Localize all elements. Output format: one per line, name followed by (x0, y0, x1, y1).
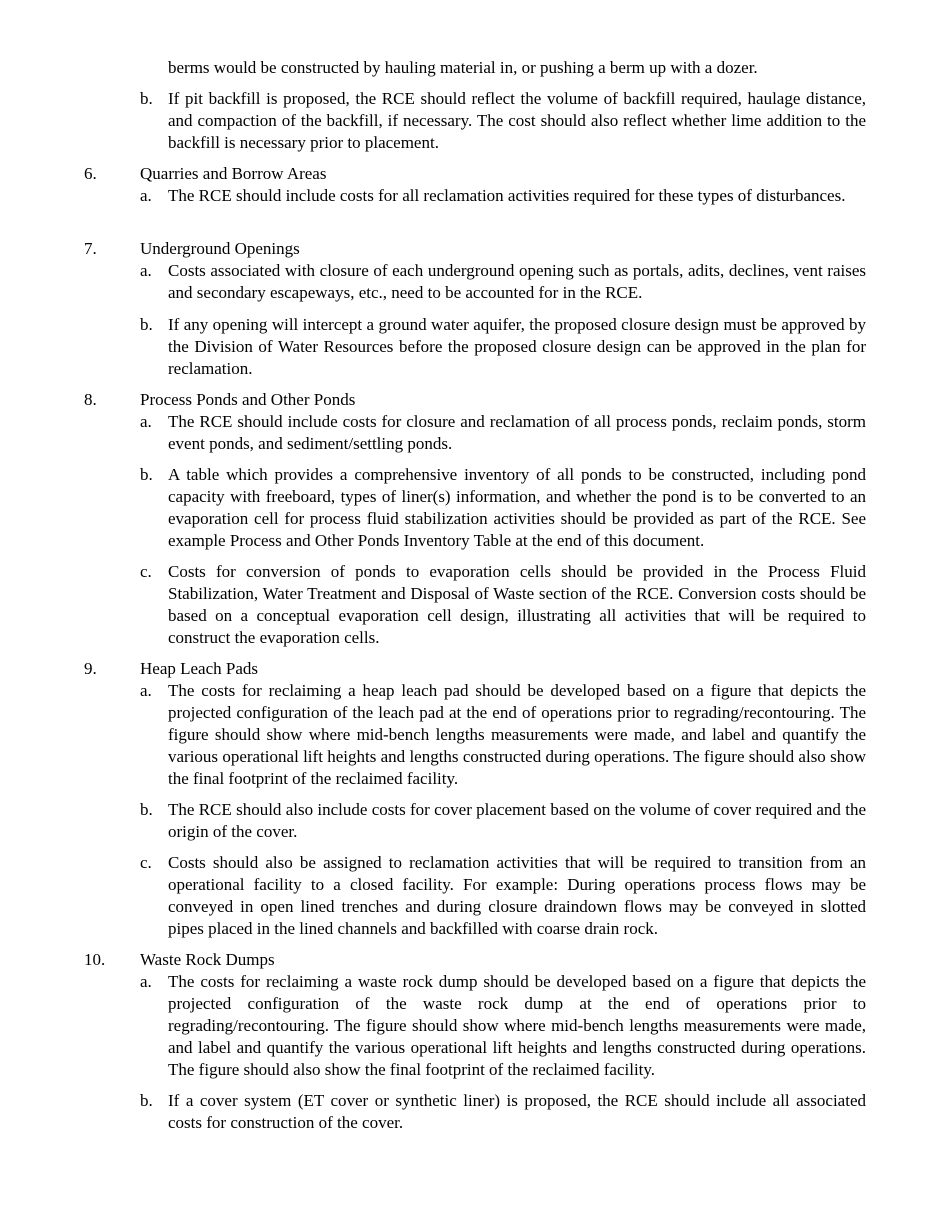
section-number: 7. (84, 239, 97, 258)
item-text: The RCE should include costs for all reclamation activities required for these types of disturbances. (168, 186, 846, 205)
item-text: Costs should also be assigned to reclamation activities that will be required to transition from an operational facility to a closed facility. For example: During operations process flows may be conveyed in open lined trenches and during closure draindown flows may be conveyed in slotted pipes placed in the lined channels and backfilled with coarse drain rock. (168, 853, 866, 938)
item-text: The RCE should include costs for closure and reclamation of all process ponds, reclaim ponds, storm event ponds, and sediment/settling ponds. (168, 412, 866, 453)
item-letter: a. (140, 186, 152, 205)
section-number: 10. (84, 950, 106, 969)
section-title: Heap Leach Pads (140, 659, 259, 678)
item-text: The costs for reclaiming a waste rock dump should be developed based on a figure that depicts the projected configuration of the waste rock dump at the end of operations prior to regrading/recontouring. The figure should show where mid-bench lengths measurements were made, and label and quantify the various operational lift heights and lengths constructed during operations. The figure should also show the final footprint of the reclaimed facility. (168, 972, 866, 1079)
section-title: Quarries and Borrow Areas (140, 164, 327, 183)
item-letter: a. (140, 412, 152, 431)
item-text: Costs for conversion of ponds to evaporation cells should be provided in the Process Fluid Stabilization, Water Treatment and Disposal of Waste section of the RCE. Conversion costs should be based on a conceptual evaporation cell design, illustrating all activities that will be required to construct the evaporation cells. (168, 562, 866, 647)
item-text: If a cover system (ET cover or synthetic liner) is proposed, the RCE should include all associated costs for construction of the cover. (168, 1091, 866, 1132)
item-text: The RCE should also include costs for cover placement based on the volume of cover required and the origin of the cover. (168, 800, 866, 841)
item-letter: a. (140, 681, 152, 700)
item-letter: b. (140, 800, 153, 819)
item-text: The costs for reclaiming a heap leach pad should be developed based on a figure that depicts the projected configuration of the leach pad at the end of operations prior to regrading/recontouring. The figure should show where mid-bench lengths measurements were made, and label and quantify the various operational lift heights and lengths constructed during operations. The figure should also show the final footprint of the reclaimed facility. (168, 681, 866, 788)
item-letter: b. (140, 1091, 153, 1110)
section-number: 8. (84, 390, 97, 409)
item-text: Costs associated with closure of each underground opening such as portals, adits, declines, vent raises and secondary escapeways, etc., need to be accounted for in the RCE. (168, 261, 866, 302)
section-number: 6. (84, 164, 97, 183)
item-text: If any opening will intercept a ground water aquifer, the proposed closure design must be approved by the Division of Water Resources before the proposed closure design can be approved in the plan for reclamation. (168, 315, 866, 378)
section-number: 9. (84, 659, 97, 678)
item-letter: a. (140, 261, 152, 280)
item-letter: c. (140, 562, 152, 581)
section-title: Waste Rock Dumps (140, 950, 275, 969)
item-letter: b. (140, 315, 153, 334)
item-letter: a. (140, 972, 152, 991)
continuation-paragraph: berms would be constructed by hauling material in, or pushing a berm up with a dozer. (168, 58, 758, 77)
item-letter: b. (140, 465, 153, 484)
item-letter: c. (140, 853, 152, 872)
section-title: Underground Openings (140, 239, 300, 258)
section-title: Process Ponds and Other Ponds (140, 390, 356, 409)
item-letter: b. (140, 89, 153, 108)
item-text: A table which provides a comprehensive inventory of all ponds to be constructed, including pond capacity with freeboard, types of liner(s) information, and whether the pond is to be converted to an evaporation cell for process fluid stabilization activities should be provided as part of the RCE. See example Process and Other Ponds Inventory Table at the end of this document. (168, 465, 866, 550)
item-text: If pit backfill is proposed, the RCE should reflect the volume of backfill required, haulage distance, and compaction of the backfill, if necessary. The cost should also reflect whether lime addition to the backfill is necessary prior to placement. (168, 89, 866, 152)
